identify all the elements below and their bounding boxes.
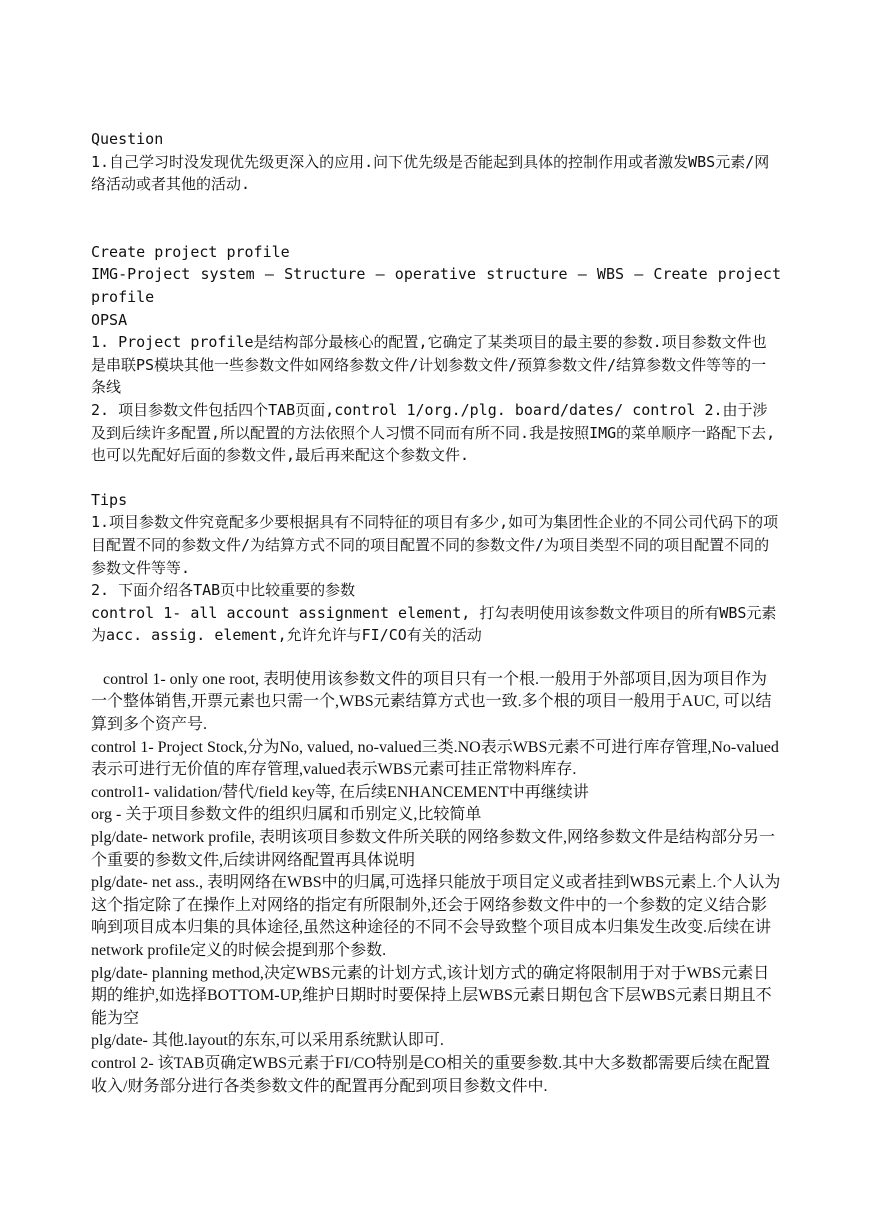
detail-org: org - 关于项目参数文件的组织归属和币别定义,比较简单 — [91, 806, 482, 824]
detail-network-profile: plg/date- network profile, 表明该项目参数文件所关联的网络参数文件,网络参数文件是结构部分另一个重要的参数文件,后续讲网络配置再具体说明 — [91, 829, 775, 869]
detail-project-stock: control 1- Project Stock,分为No, valued, no-valued三类.NO表示WBS元素不可进行库存管理,No-valued表示可进行无价值的库存管理,valued表示WBS元素可挂正常物料库存. — [91, 738, 779, 779]
detail-net-ass: plg/date- net ass., 表明网络在WBS中的归属,可选择只能放于项目定义或者挂到WBS元素上.个人认为这个指定除了在操作上对网络的指定有所限制外,还会于网络参数文件中的一个参数的定义结合影响到项目成本归集的具体途径,虽然这种途径的不同不会导致整个项目成本归集发生改变.后续在讲network profile定义的时候会提到那个参数. — [91, 874, 781, 959]
document-page — [91, 128, 791, 1098]
tips-control1-account: control 1- all account assignment element, 打勾表明使用该参数文件项目的所有WBS元素为acc. assig. element,允许允许与FI/CO有关的活动 — [91, 603, 777, 645]
question-item-1: 1.自己学习时没发现优先级更深入的应用.问下优先级是否能起到具体的控制作用或者激发WBS元素/网络活动或者其他的活动. — [91, 152, 770, 194]
spacer — [91, 196, 781, 241]
detail-control-2: control 2- 该TAB页确定WBS元素于FI/CO特别是CO相关的重要参数.其中大多数都需要后续在配置收入/财务部分进行各类参数文件的配置再分配到项目参数文件中. — [91, 1054, 771, 1095]
question-heading: Question — [91, 130, 164, 148]
detail-validation: control1- validation/替代/field key等, 在后续ENHANCEMENT中再继续讲 — [91, 783, 589, 801]
img-path: IMG-Project system – Structure – operative structure – WBS – Create project profile — [91, 265, 791, 306]
detail-only-one-root: control 1- only one root, 表明使用该参数文件的项目只有一个根.一般用于外部项目,因为项目作为一个整体销售,开票元素也只需一个,WBS元素结算方式也一致.多个根的项目一般用于AUC, 可以结算到多个资产号. — [91, 670, 772, 734]
create-profile-heading: Create project profile — [91, 242, 290, 261]
transaction-code: OPSA — [91, 310, 128, 329]
tips-item-2: 2. 下面介绍各TAB页中比较重要的参数 — [91, 581, 356, 600]
create-profile-item-2: 2. 项目参数文件包括四个TAB页面,control 1/org./plg. board/dates/ control 2.由于涉及到后续许多配置,所以配置的方法依照个人习惯不同而有所不同.我是按照IMG的菜单顺序一路配下去,也可以先配好后面的参数文件,最后再来配这个参数文件. — [91, 400, 776, 465]
tips-item-1: 1.项目参数文件究竟配多少要根据具有不同特征的项目有多少,如可为集团性企业的不同公司代码下的项目配置不同的参数文件/为结算方式不同的项目配置不同的参数文件/为项目类型不同的项目配置不同的参数文件等等. — [91, 513, 779, 577]
tips-heading: Tips — [91, 490, 128, 509]
detail-planning-method: plg/date- planning method,决定WBS元素的计划方式,该计划方式的确定将限制用于对于WBS元素日期的维护,如选择BOTTOM-UP,维护日期时时要保持上层WBS元素日期包含下层WBS元素日期且不能为空 — [91, 964, 772, 1027]
detail-other: plg/date- 其他.layout的东东,可以采用系统默认即可. — [91, 1032, 444, 1050]
spacer — [91, 647, 781, 669]
create-profile-item-1: 1. Project profile是结构部分最核心的配置,它确定了某类项目的最主要的参数.项目参数文件也是串联PS模块其他一些参数文件如网络参数文件/计划参数文件/预算参数文件/结算参数文件等等的一条线 — [91, 333, 767, 397]
spacer — [91, 467, 781, 489]
